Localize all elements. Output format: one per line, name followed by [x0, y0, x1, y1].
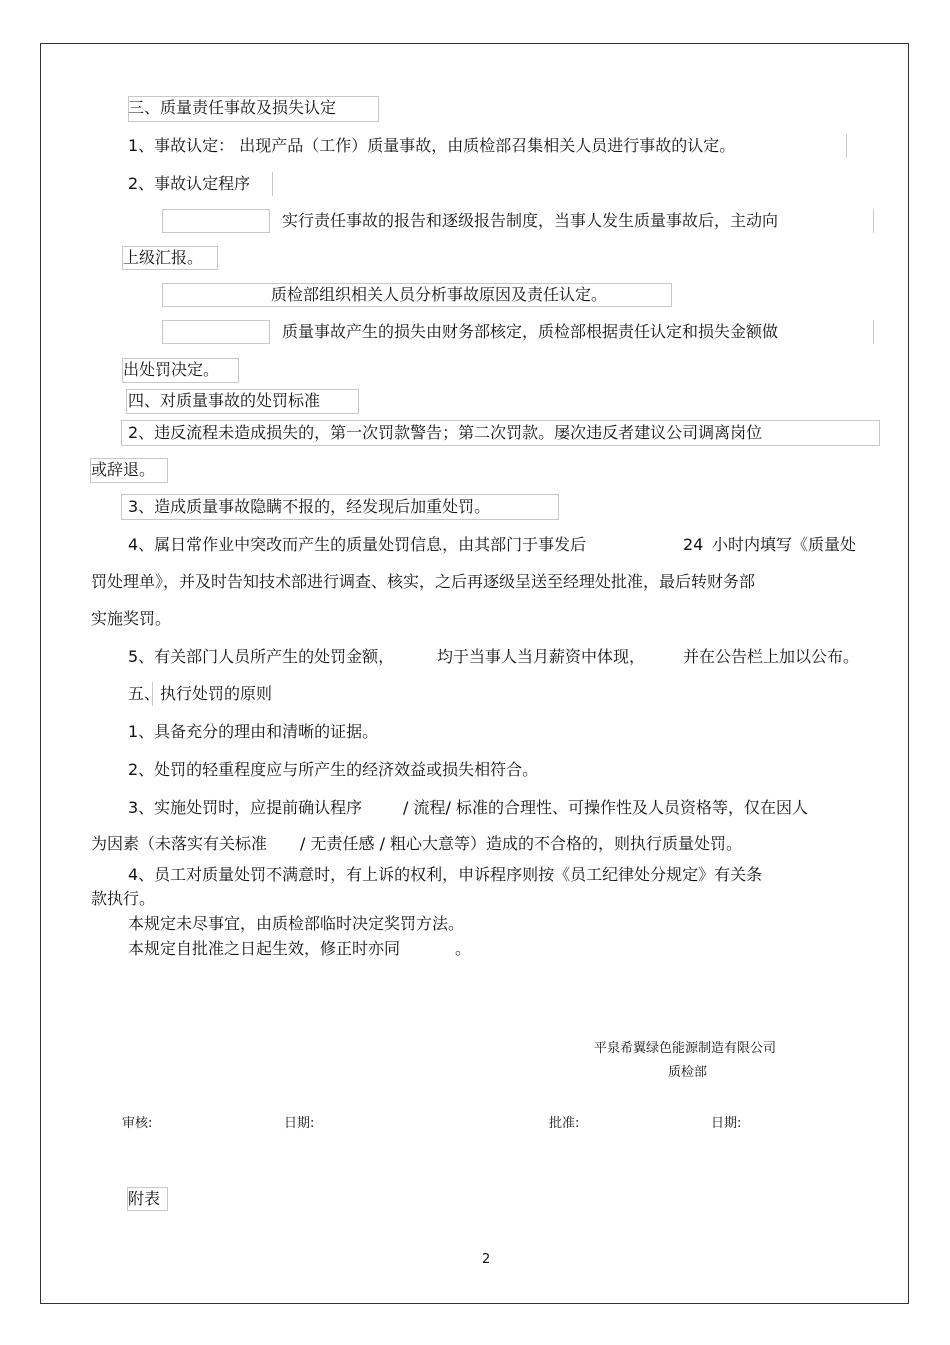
indent-box — [162, 209, 270, 233]
s3-step-1: 实行责任事故的报告和逐级报告制度，当事人发生质量事故后，主动向 — [282, 211, 779, 230]
s5-item-4-line-2: 款执行。 — [91, 889, 156, 908]
line-marker — [846, 134, 847, 158]
review-date-label: 日期: — [284, 1116, 315, 1131]
s3-step-1-cont: 上级汇报。 — [123, 248, 204, 267]
page-number: 2 — [482, 1252, 491, 1267]
s5-item-4: 4、员工对质量处罚不满意时，有上诉的权利，申诉程序则按《员工纪律处分规定》有关条 — [128, 865, 763, 884]
s3-step-3: 质量事故产生的损失由财务部核定，质检部根据责任认定和损失金额做 — [282, 322, 779, 341]
s3-item-1: 1、事故认定： 出现产品（工作）质量事故，由质检部召集相关人员进行事故的认定。 — [128, 136, 736, 155]
s4-item-5-mid: 均于当事人当月薪资中体现， — [437, 647, 646, 666]
closing-note-2-end: 。 — [455, 939, 472, 958]
s5-item-2: 2、处罚的轻重程度应与所产生的经济效益或损失相符合。 — [128, 760, 539, 779]
line-marker — [873, 209, 874, 233]
s4-item-5-end: 并在公告栏上加以公布。 — [683, 647, 860, 666]
line-marker — [873, 320, 874, 344]
indent-box — [162, 320, 270, 344]
closing-note-2: 本规定自批准之日起生效，修正时亦同 — [128, 939, 401, 958]
s4-item-4-line-2: 罚处理单》，并及时告知技术部进行调查、核实，之后再逐级呈送至经理处批准，最后转财务部 — [91, 572, 756, 591]
s4-item-5: 5、有关部门人员所产生的处罚金额， — [128, 647, 395, 666]
section-heading-3: 三、质量责任事故及损失认定 — [128, 98, 337, 117]
closing-note-1: 本规定未尽事宜，由质检部临时决定奖罚方法。 — [128, 914, 465, 933]
s4-item-4-hours: 24 — [683, 535, 704, 554]
line-marker — [272, 172, 273, 196]
s5-item-3-line-2: 为因素（未落实有关标准 — [91, 834, 268, 853]
s4-item-4-line-3: 实施奖罚。 — [91, 609, 172, 628]
s4-item-4-end: 小时内填写《质量处 — [712, 535, 857, 554]
s5-item-3-cont: / 流程/ 标准的合理性、可操作性及人员资格等，仅在因人 — [403, 798, 808, 817]
s5-item-3-line-2-cont: / 无责任感 / 粗心大意等）造成的不合格的，则执行质量处罚。 — [300, 834, 743, 853]
company-name: 平泉希翼绿色能源制造有限公司 — [594, 1041, 777, 1056]
approve-label: 批准: — [549, 1116, 580, 1131]
s5-item-3: 3、实施处罚时，应提前确认程序 — [128, 798, 363, 817]
s4-item-2: 2、违反流程未造成损失的，第一次罚款警告；第二次罚款。屡次违反者建议公司调离岗位 — [128, 423, 763, 442]
s3-step-2: 质检部组织相关人员分析事故原因及责任认定。 — [271, 285, 608, 304]
review-label: 审核: — [122, 1116, 153, 1131]
section-heading-5: 五、执行处罚的原则 — [128, 684, 273, 703]
s5-item-1: 1、具备充分的理由和清晰的证据。 — [128, 722, 379, 741]
s4-item-4: 4、属日常作业中突改而产生的质量处罚信息，由其部门于事发后 — [128, 535, 587, 554]
approve-date-label: 日期: — [711, 1116, 742, 1131]
department-name: 质检部 — [668, 1065, 708, 1080]
appendix-label: 附表 — [128, 1189, 161, 1208]
s4-item-3: 3、造成质量事故隐瞒不报的，经发现后加重处罚。 — [128, 497, 491, 516]
section-heading-4: 四、对质量事故的处罚标准 — [128, 391, 321, 410]
s3-item-2: 2、事故认定程序 — [128, 174, 251, 193]
s4-item-2-cont: 或辞退。 — [91, 460, 156, 479]
s3-step-3-cont: 出处罚决定。 — [123, 360, 220, 379]
